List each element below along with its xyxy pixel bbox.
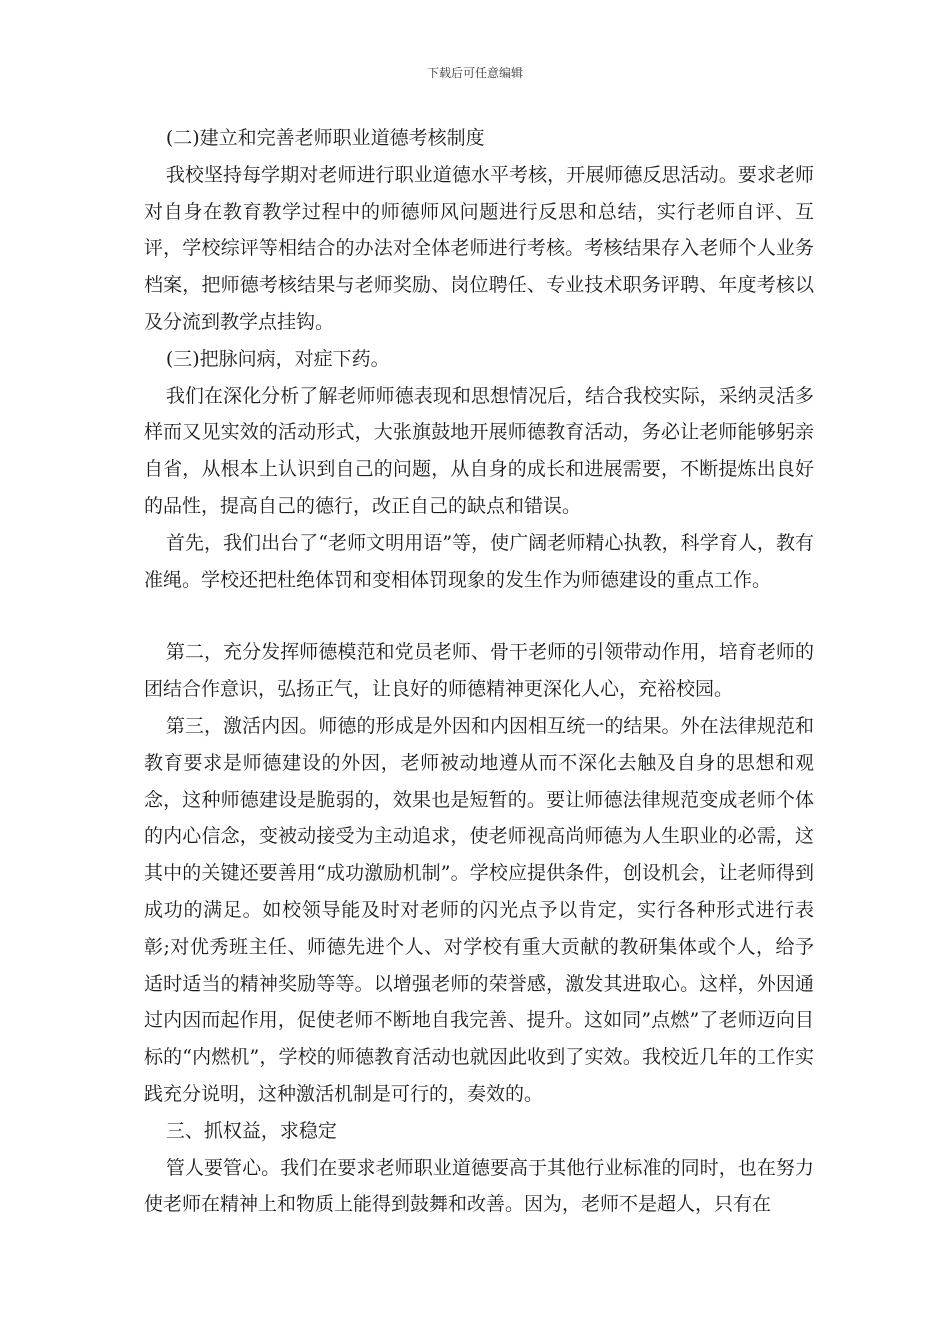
paragraph: 第二，充分发挥师德模范和党员老师、骨干老师的引领带动作用，培育老师的团结合作意识，弘扬正气，让良好的师德精神更深化人心，充裕校园。 <box>144 641 814 701</box>
paragraph: 我校坚持每学期对老师进行职业道德水平考核，开展师德反思活动。要求老师对自身在教育教学过程中的师德师风问题进行反思和总结，实行老师自评、互评，学校综评等相结合的办法对全体老师进行考核。考核结果存入老师个人业务档案，把师德考核结果与老师奖励、岗位聘任、专业技术职务评聘、年度考核以及分流到教学点挂钩。 <box>144 163 814 333</box>
section-heading: 三、抓权益，求稳定 <box>165 1119 337 1142</box>
paragraph: 管人要管心。我们在要求老师职业道德要高于其他行业标准的同时，也在努力使老师在精神上和物质上能得到鼓舞和改善。因为，老师不是超人，只有在 <box>144 1156 814 1216</box>
section-heading: (二)建立和完善老师职业道德考核制度 <box>165 127 485 149</box>
paragraph: 首先，我们出台了“老师文明用语”等，使广阔老师精心执教，科学育人，教有准绳。学校还把杜绝体罚和变相体罚现象的发生作为师德建设的重点工作。 <box>144 531 814 591</box>
document-body <box>144 120 814 1223</box>
section-heading: (三)把脉问病，对症下药。 <box>165 347 390 370</box>
paragraph: 我们在深化分析了解老师师德表现和思想情况后，结合我校实际，采纳灵活多样而又见实效的活动形式，大张旗鼓地开展师德教育活动，务必让老师能够躬亲自省，从根本上认识到自己的问题，从自身的成长和进展需要，不断提炼出良好的品性，提高自己的德行，改正自己的缺点和错误。 <box>144 384 814 517</box>
page-header-note: 下载后可任意编辑 <box>426 66 523 80</box>
paragraph: 第三，激活内因。师德的形成是外因和内因相互统一的结果。外在法律规范和教育要求是师德建设的外因，老师被动地遵从而不深化去触及自身的思想和观念，这种师德建设是脆弱的，效果也是短暂的。要让师德法律规范变成老师个体的内心信念，变被动接受为主动追求，使老师视高尚师德为人生职业的必需，这其中的关键还要善用“成功激励机制”。学校应提供条件，创设机会，让老师得到成功的满足。如校领导能及时对老师的闪光点予以肯定，实行各种形式进行表彰;对优秀班主任、师德先进个人、对学校有重大贡献的教研集体或个人，给予适时适当的精神奖励等等。以增强老师的荣誉感，激发其进取心。这样，外因通过内因而起作用，促使老师不断地自我完善、提升。这如同”点燃”了老师迈向目标的“内燃机”，学校的师德教育活动也就因此收到了实效。我校近几年的工作实践充分说明，这种激活机制是可行的，奏效的。 <box>144 714 814 1105</box>
